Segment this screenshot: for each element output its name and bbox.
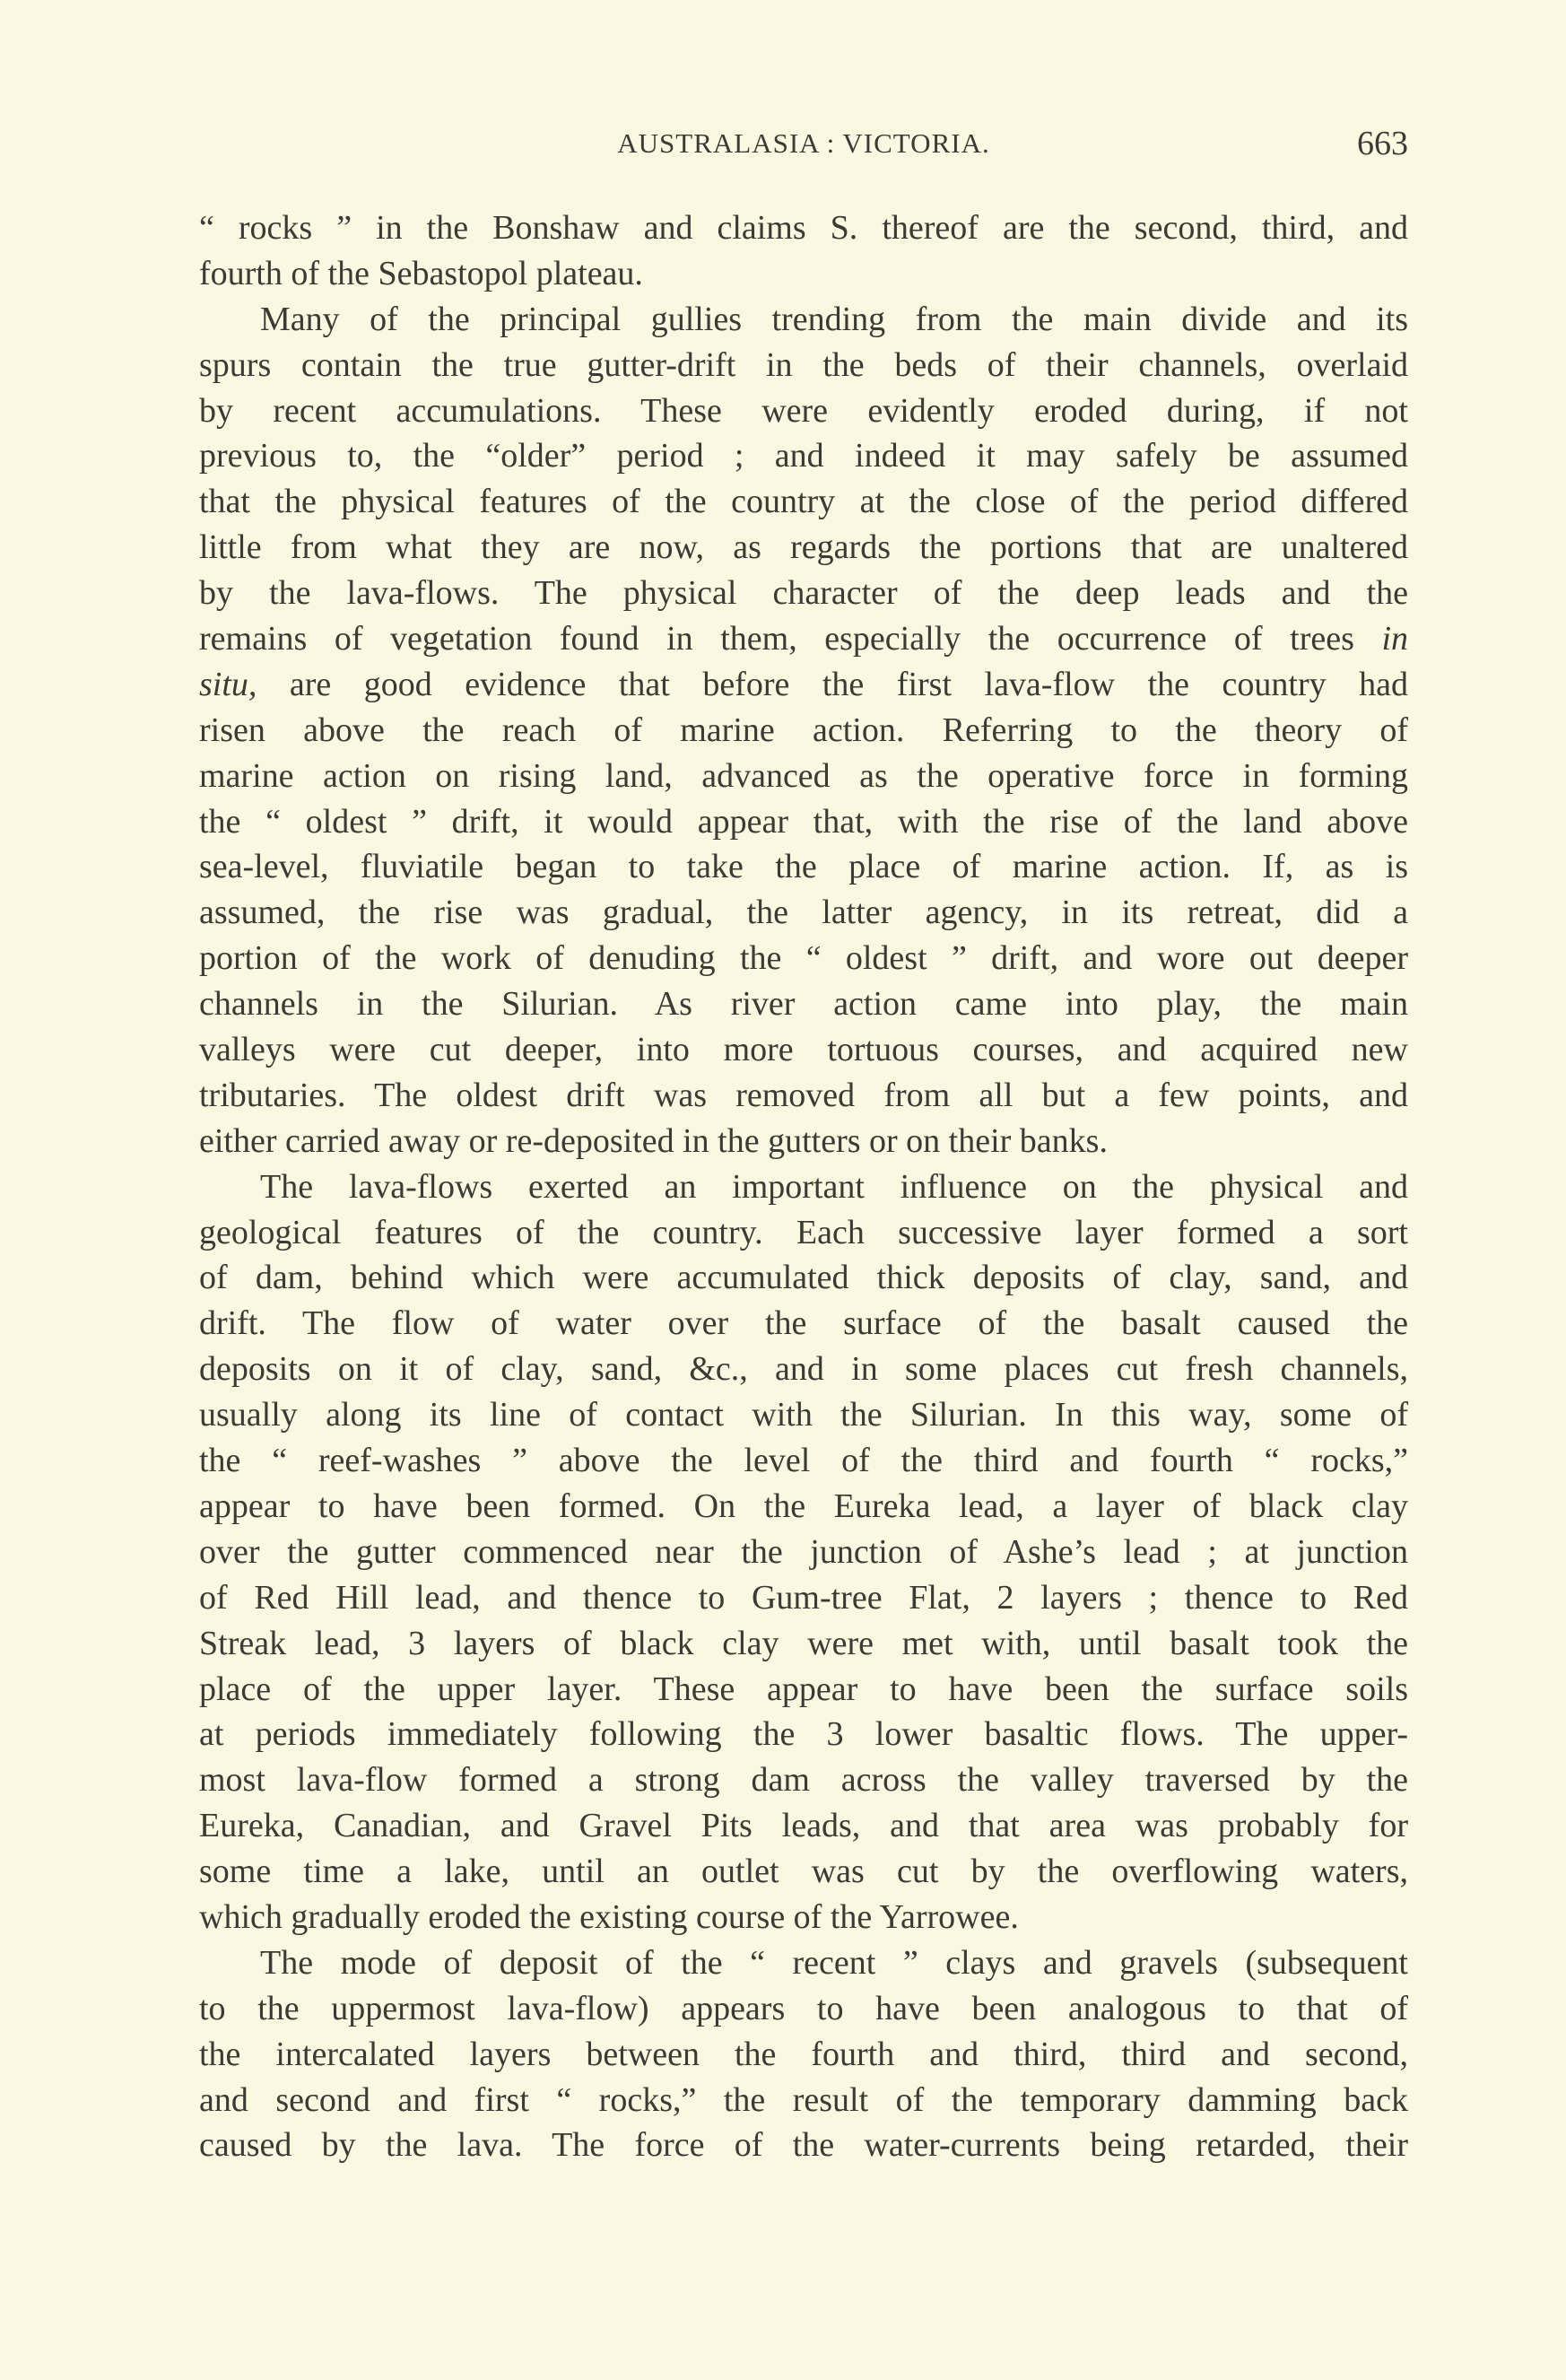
text-line: The lava-flows exerted an important influence on the physical and	[260, 1167, 1408, 1206]
text-line: drift. The flow of water over the surface of the basalt caused the	[199, 1304, 1408, 1343]
paragraph	[199, 1164, 1408, 1940]
italic-text: situ,	[199, 665, 257, 703]
text-line: portion of the work of denuding the “ oldest ” drift, and wore out deeper	[199, 939, 1408, 978]
text-line: the “ reef-washes ” above the level of the third and fourth “ rocks,”	[199, 1442, 1408, 1480]
text-line: The mode of deposit of the “ recent ” clays and gravels (subsequent	[260, 1943, 1408, 1982]
text-line: appear to have been formed. On the Eureka lead, a layer of black clay	[199, 1486, 1408, 1525]
text-line	[199, 662, 1408, 708]
text-line: fourth of the Sebastopol plateau.	[199, 254, 643, 292]
text-line: the “ oldest ” drift, it would appear that, with the rise of the land above	[199, 802, 1408, 841]
text-line: by recent accumulations. These were evidently eroded during, if not	[199, 391, 1408, 430]
text-line: over the gutter commenced near the junction of Ashe’s lead ; at junction	[199, 1532, 1408, 1571]
text-line: some time a lake, until an outlet was cut by the overflowing waters,	[199, 1853, 1408, 1891]
text-line: and second and first “ rocks,” the result of the temporary damming back	[199, 2080, 1408, 2119]
text-line: Many of the principal gullies trending from the main divide and its	[260, 300, 1408, 338]
text-line: tributaries. The oldest drift was removed from all but a few points, and	[199, 1076, 1408, 1114]
text-line: little from what they are now, as regards the portions that are unaltered	[199, 528, 1408, 567]
paragraph	[199, 205, 1408, 297]
running-head: AUSTRALASIA : VICTORIA.	[617, 127, 990, 159]
text-line: caused by the lava. The force of the water-currents being retarded, their	[199, 2126, 1408, 2165]
text-line: usually along its line of contact with the Silurian. In this way, some of	[199, 1396, 1408, 1434]
paragraph	[199, 1940, 1408, 2168]
body-text	[199, 205, 1408, 2168]
text-line: channels in the Silurian. As river action came into play, the main	[199, 985, 1408, 1024]
text-line: most lava-flow formed a strong dam across the valley traversed by the	[199, 1761, 1408, 1800]
text-line	[199, 616, 1408, 662]
text-segment: are good evidence that before the first lava-flow the country had	[257, 665, 1408, 703]
text-line: either carried away or re-deposited in the gutters or on their banks.	[199, 1121, 1108, 1160]
text-line: geological features of the country. Each successive layer formed a sort	[199, 1213, 1408, 1251]
text-line: the intercalated layers between the fourth and third, third and second,	[199, 2035, 1408, 2073]
text-line: Eureka, Canadian, and Gravel Pits leads, and that area was probably for	[199, 1807, 1408, 1845]
paragraph	[199, 297, 1408, 1164]
text-line: marine action on rising land, advanced as the operative force in forming	[199, 756, 1408, 795]
text-line: “ rocks ” in the Bonshaw and claims S. thereof are the second, third, and	[199, 209, 1408, 247]
text-line: at periods immediately following the 3 lower basaltic flows. The upper-	[199, 1715, 1408, 1754]
text-line: risen above the reach of marine action. Referring to the theory of	[199, 711, 1408, 749]
text-line: deposits on it of clay, sand, &c., and in some places cut fresh channels,	[199, 1350, 1408, 1389]
text-line: by the lava-flows. The physical character of the deep leads and the	[199, 574, 1408, 613]
text-line: valleys were cut deeper, into more tortuous courses, and acquired new	[199, 1031, 1408, 1069]
text-line: which gradually eroded the existing course of the Yarrowee.	[199, 1897, 1019, 1936]
page-header	[199, 122, 1408, 165]
text-line: place of the upper layer. These appear to have been the surface soils	[199, 1669, 1408, 1708]
text-line: of dam, behind which were accumulated thick deposits of clay, sand, and	[199, 1259, 1408, 1297]
text-line: spurs contain the true gutter-drift in the beds of their channels, overlaid	[199, 345, 1408, 384]
text-line: of Red Hill lead, and thence to Gum-tree Flat, 2 layers ; thence to Red	[199, 1578, 1408, 1617]
text-line: sea-level, fluviatile began to take the place of marine action. If, as is	[199, 848, 1408, 886]
text-line: assumed, the rise was gradual, the latter agency, in its retreat, did a	[199, 894, 1408, 932]
text-segment: remains of vegetation found in them, especially the occurrence of trees	[199, 620, 1382, 658]
page-number: 663	[1357, 125, 1408, 162]
text-line: previous to, the “older” period ; and indeed it may safely be assumed	[199, 437, 1408, 475]
text-line: to the uppermost lava-flow) appears to have been analogous to that of	[199, 1989, 1408, 2027]
text-line: Streak lead, 3 layers of black clay were met with, until basalt took the	[199, 1624, 1408, 1662]
text-line: that the physical features of the country at the close of the period differed	[199, 483, 1408, 521]
italic-text: in	[1381, 620, 1408, 658]
